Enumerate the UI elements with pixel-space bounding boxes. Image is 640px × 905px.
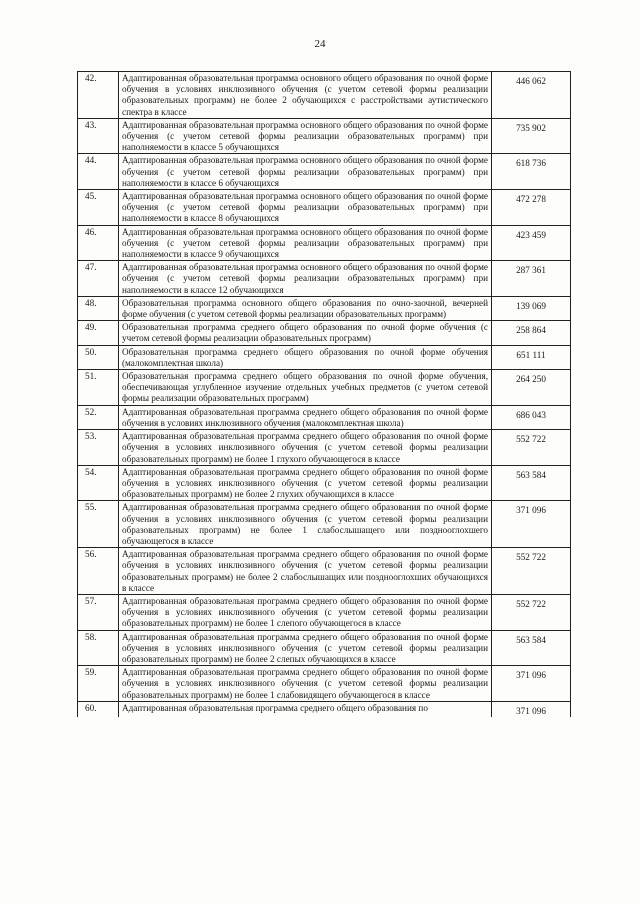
cost-value: 651 111 xyxy=(492,345,571,369)
program-description: Адаптированная образовательная программа основного общего образования по очной форме обучения (с учетом сетевой формы реализации образовательных программ) при наполняемости в классе 6 обучающихся xyxy=(119,154,492,190)
cost-value: 472 278 xyxy=(492,190,571,226)
table-row xyxy=(78,465,571,501)
row-number: 60. xyxy=(78,701,119,717)
row-number: 57. xyxy=(78,594,119,630)
row-number: 46. xyxy=(78,225,119,261)
program-description: Адаптированная образовательная программа основного общего образования по очной форме обучения в условиях инклюзивного обучения (с учетом сетевой формы реализации образовательных программ) не более 2 обучающихся с расстройствами аутистического спектра в классе xyxy=(119,72,492,119)
program-description: Адаптированная образовательная программа среднего общего образования по очной форме обучения в условиях инклюзивного обучения (с учетом сетевой формы реализации образовательных программ) не более 2 слепых обучающихся в классе xyxy=(119,630,492,666)
program-description: Образовательная программа среднего общего образования по очной форме обучения (с учетом сетевой формы реализации образовательных программ) xyxy=(119,321,492,345)
cost-value: 423 459 xyxy=(492,225,571,261)
row-number: 42. xyxy=(78,72,119,119)
table-row xyxy=(78,666,571,702)
cost-value: 446 062 xyxy=(492,72,571,119)
program-description: Адаптированная образовательная программа основного общего образования по очной форме обучения (с учетом сетевой формы реализации образовательных программ) при наполняемости в классе 12 обучающихся xyxy=(119,261,492,297)
table-row xyxy=(78,405,571,429)
program-description: Адаптированная образовательная программа основного общего образования по очной форме обучения (с учетом сетевой формы реализации образовательных программ) при наполняемости в классе 8 обучающихся xyxy=(119,190,492,226)
cost-value: 686 043 xyxy=(492,405,571,429)
table-row xyxy=(78,548,571,595)
cost-value: 735 902 xyxy=(492,118,571,154)
cost-value: 552 722 xyxy=(492,430,571,466)
program-description: Адаптированная образовательная программа среднего общего образования по очной форме обучения в условиях инклюзивного обучения (с учетом сетевой формы реализации образовательных программ) не более 1 слабовидящего обучающегося в классе xyxy=(119,666,492,702)
table-row xyxy=(78,594,571,630)
cost-value: 618 736 xyxy=(492,154,571,190)
row-number: 59. xyxy=(78,666,119,702)
table-row xyxy=(78,370,571,406)
row-number: 48. xyxy=(78,296,119,320)
row-number: 58. xyxy=(78,630,119,666)
row-number: 47. xyxy=(78,261,119,297)
tariff-table xyxy=(77,71,571,717)
program-description: Адаптированная образовательная программа среднего общего образования по очной форме обучения в условиях инклюзивного обучения (с учетом сетевой формы реализации образовательных программ) не более 1 глухого обучающегося в классе xyxy=(119,430,492,466)
table-row xyxy=(78,118,571,154)
table-row xyxy=(78,72,571,119)
cost-value: 371 096 xyxy=(492,666,571,702)
program-description: Адаптированная образовательная программа основного общего образования по очной форме обучения (с учетом сетевой формы реализации образовательных программ) при наполняемости в классе 5 обучающихся xyxy=(119,118,492,154)
row-number: 50. xyxy=(78,345,119,369)
row-number: 55. xyxy=(78,501,119,548)
cost-value: 563 584 xyxy=(492,630,571,666)
row-number: 45. xyxy=(78,190,119,226)
table-row xyxy=(78,321,571,345)
program-description: Адаптированная образовательная программа среднего общего образования по очной форме обучения в условиях инклюзивного обучения (с учетом сетевой формы реализации образовательных программ) не более 1 слепого обучающегося в классе xyxy=(119,594,492,630)
row-number: 51. xyxy=(78,370,119,406)
row-number: 43. xyxy=(78,118,119,154)
table-row xyxy=(78,701,571,717)
cost-value: 552 722 xyxy=(492,548,571,595)
cost-value: 552 722 xyxy=(492,594,571,630)
table-row xyxy=(78,154,571,190)
program-description: Образовательная программа основного общего образования по очно-заочной, вечерней форме обучения (с учетом сетевой формы реализации образовательных программ) xyxy=(119,296,492,320)
program-description: Адаптированная образовательная программа среднего общего образования по очной форме обучения в условиях инклюзивного обучения (с учетом сетевой формы реализации образовательных программ) не более 1 слабослышащего или позднооглохшего обучающегося в классе xyxy=(119,501,492,548)
row-number: 53. xyxy=(78,430,119,466)
page-number: 24 xyxy=(314,38,326,50)
table-row xyxy=(78,261,571,297)
cost-value: 563 584 xyxy=(492,465,571,501)
table-row xyxy=(78,430,571,466)
row-number: 49. xyxy=(78,321,119,345)
program-description: Образовательная программа среднего общего образования по очной форме обучения (малокомплектная школа) xyxy=(119,345,492,369)
program-description: Адаптированная образовательная программа среднего общего образования по xyxy=(119,701,492,717)
table-row xyxy=(78,345,571,369)
table-row xyxy=(78,630,571,666)
cost-value: 287 361 xyxy=(492,261,571,297)
cost-value: 139 069 xyxy=(492,296,571,320)
program-description: Адаптированная образовательная программа среднего общего образования по очной форме обучения в условиях инклюзивного обучения (малокомплектная школа) xyxy=(119,405,492,429)
cost-value: 258 864 xyxy=(492,321,571,345)
row-number: 54. xyxy=(78,465,119,501)
cost-value: 371 096 xyxy=(492,501,571,548)
program-description: Адаптированная образовательная программа среднего общего образования по очной форме обучения в условиях инклюзивного обучения (с учетом сетевой формы реализации образовательных программ) не более 2 глухих обучающихся в классе xyxy=(119,465,492,501)
table-row xyxy=(78,296,571,320)
table-row xyxy=(78,501,571,548)
table-row xyxy=(78,225,571,261)
row-number: 44. xyxy=(78,154,119,190)
program-description: Адаптированная образовательная программа основного общего образования по очной форме обучения (с учетом сетевой формы реализации образовательных программ) при наполняемости в классе 9 обучающихся xyxy=(119,225,492,261)
row-number: 56. xyxy=(78,548,119,595)
program-description: Образовательная программа среднего общего образования по очной форме обучения, обеспечивающая углубленное изучение отдельных учебных предметов (с учетом сетевой формы реализации образовательных программ) xyxy=(119,370,492,406)
cost-value: 371 096 xyxy=(492,701,571,717)
table-row xyxy=(78,190,571,226)
cost-value: 264 250 xyxy=(492,370,571,406)
program-description: Адаптированная образовательная программа среднего общего образования по очной форме обучения в условиях инклюзивного обучения (с учетом сетевой формы реализации образовательных программ) не более 2 слабослышащих или позднооглохших обучающихся в классе xyxy=(119,548,492,595)
row-number: 52. xyxy=(78,405,119,429)
